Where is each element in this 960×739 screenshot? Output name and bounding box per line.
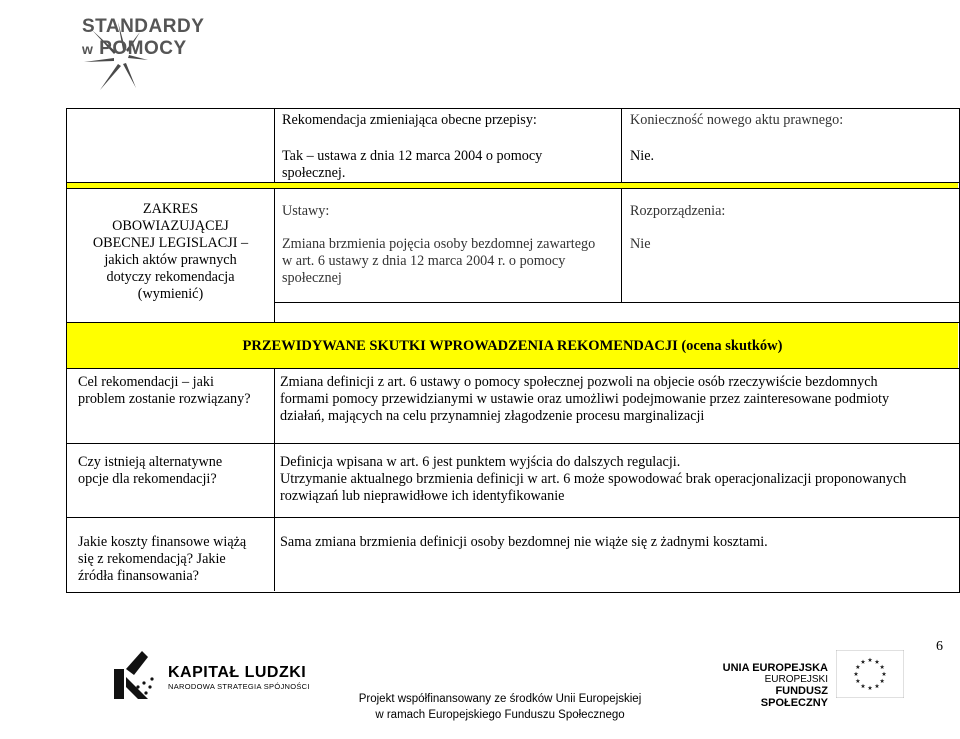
row4-text (280, 454, 955, 505)
row-divider-2 (66, 188, 959, 189)
kapital-ludzki-subtitle: NARODOWA STRATEGIA SPÓJNOŚCI (168, 682, 310, 691)
kapital-ludzki-title: KAPITAŁ LUDZKI (168, 664, 307, 681)
highlight-bar (67, 183, 958, 188)
row2-label (67, 201, 274, 303)
row4-text-line1: Definicja wpisana w art. 6 jest punktem wyjścia do dalszych regulacji. (280, 454, 681, 470)
row3-label-line1: Cel rekomendacji – jaki (78, 374, 214, 390)
row-divider-3 (274, 302, 959, 303)
row2-col2-title: Ustawy: (282, 203, 330, 219)
row5-text: Sama zmiana brzmienia definicji osoby bezdomnej nie wiąże się z żadnymi kosztami. (280, 534, 768, 550)
logo-text-pomocy-word: POMOCY (99, 38, 187, 59)
row-divider-5 (66, 368, 959, 369)
row2-label-line1: ZAKRES (142, 201, 199, 217)
col-divider-3 (274, 368, 275, 591)
section-title: PRZEWIDYWANE SKUTKI WPROWADZENIA REKOMENDACJI (ocena skutków) (242, 338, 783, 354)
row1-col3-value: Nie. (630, 148, 655, 164)
row3-text-line3: działań, mających na celu przynamniej złagodzenie procesu marginalizacji (280, 408, 705, 424)
eu-flag-icon (836, 650, 904, 698)
row2-col2-line1: Zmiana brzmienia pojęcia osoby bezdomnej zawartego (282, 236, 596, 252)
row1-col2-value-line1: Tak – ustawa z dnia 12 marca 2004 o pomocy (282, 148, 543, 164)
eu-text (720, 662, 828, 709)
row2-col2-line3: społecznej (282, 270, 342, 286)
row4-label (78, 454, 273, 488)
col-divider-1 (274, 108, 275, 330)
kapital-ludzki-text (168, 664, 310, 691)
logo-text-w: w (82, 41, 94, 57)
row2-col3-value: Nie (630, 236, 651, 252)
page-number: 6 (936, 639, 943, 654)
eu-line3: FUNDUSZ SPOŁECZNY (760, 685, 828, 709)
row2-label-line5: dotyczy rekomendacja (106, 269, 235, 285)
row2-label-line3: OBECNEJ LEGISLACJI – (92, 235, 249, 251)
row4-label-line2: opcje dla rekomendacji? (78, 471, 217, 487)
row3-label (78, 374, 273, 408)
row2-col3-title: Rozporządzenia: (630, 203, 726, 219)
kapital-ludzki-logo-icon (108, 647, 164, 703)
row5-label-line3: źródła finansowania? (78, 568, 199, 584)
row1-col3-title: Konieczność nowego aktu prawnego: (630, 112, 844, 128)
row5-label (78, 534, 273, 585)
eu-line2: EUROPEJSKI (764, 674, 828, 685)
logo-text-standardy: STANDARDY (82, 16, 205, 37)
row4-text-line3: rozwiązań lub nieprawidłowe ich identyfikowanie (280, 488, 565, 504)
row2-label-line4: jakich aktów prawnych (104, 252, 237, 268)
row4-text-line2: Utrzymanie aktualnego brzmienia definicji w art. 6 może spowodować brak operacjonalizacji proponowanych (280, 471, 907, 487)
row-divider-6 (66, 443, 959, 444)
row-divider-7 (66, 517, 959, 518)
row2-label-line2: OBOWIAZUJĄCEJ (112, 218, 229, 234)
row3-text (280, 374, 955, 425)
col-divider-2 (621, 108, 622, 303)
project-line2: w ramach Europejskiego Funduszu Społecznego (375, 709, 625, 721)
row1-col2-value-line2: społecznej. (282, 165, 346, 181)
project-line1: Projekt współfinansowany ze środków Unii Europejskiej (358, 693, 642, 705)
row2-col2-line2: w art. 6 ustawy z dnia 12 marca 2004 r. o pomocy (282, 253, 566, 269)
row4-label-line1: Czy istnieją alternatywne (78, 454, 223, 470)
row5-label-line2: się z rekomendacją? Jakie (78, 551, 226, 567)
row5-label-line1: Jakie koszty finansowe wiążą (78, 534, 247, 550)
logo-text-pomocy (82, 38, 187, 60)
row1-col2-title: Rekomendacja zmieniająca obecne przepisy: (282, 112, 537, 128)
row3-text-line1: Zmiana definicji z art. 6 ustawy o pomocy społecznej pozwoli na objecie osób rzeczywiście bezdomnych (280, 374, 878, 390)
eu-line1: UNIA EUROPEJSKA (722, 662, 828, 674)
row3-text-line2: formami pomocy przewidzianymi w ustawie oraz umożliwi podejmowanie przez zainteresowane podmioty (280, 391, 890, 407)
row2-label-line6: (wymienić) (137, 286, 204, 302)
row3-label-line2: problem zostanie rozwiązany? (78, 391, 251, 407)
